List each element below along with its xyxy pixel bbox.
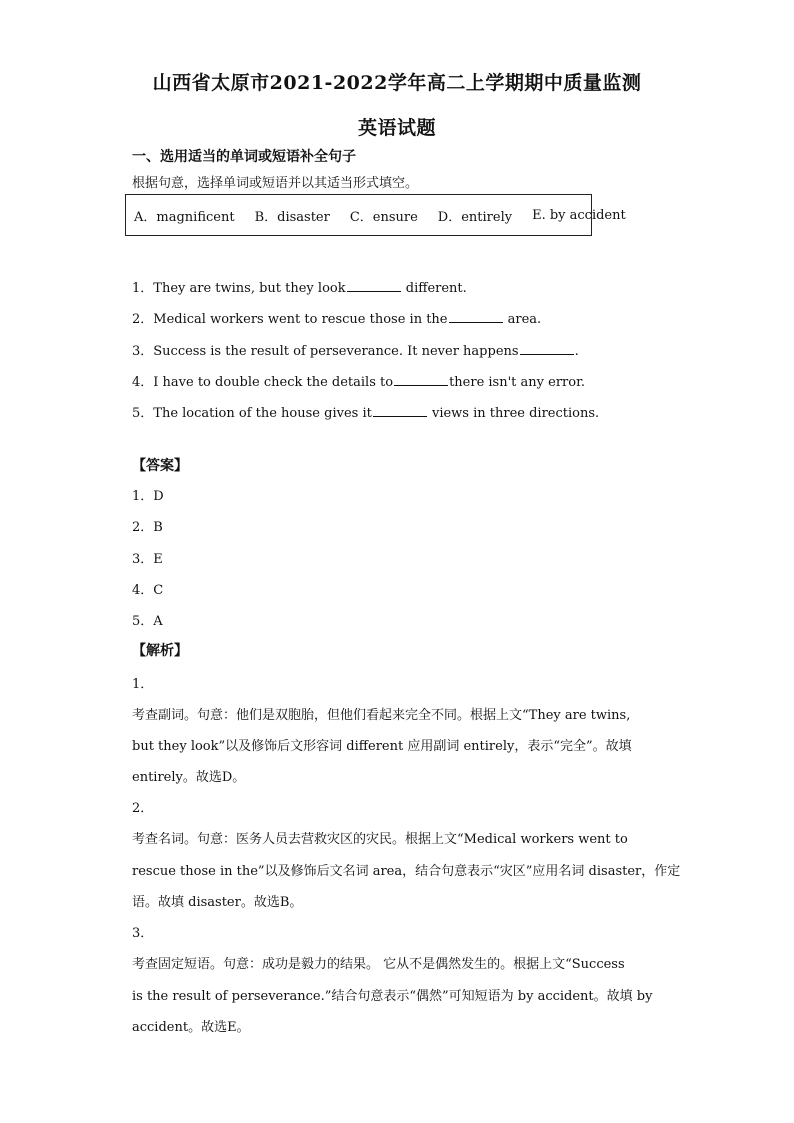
answer-item: 2．B <box>132 520 163 535</box>
option-e: E. by accident <box>532 207 626 223</box>
question-text: . <box>574 344 579 359</box>
question-1 <box>132 277 467 296</box>
option-c: C．ensure <box>349 209 418 225</box>
analysis-line: 考查副词。句意：他们是双胞胎，但他们看起来完全不同。根据上文“They are twins, <box>132 708 631 723</box>
answer-blank <box>373 415 427 417</box>
analysis-line: accident。故选E。 <box>132 1020 250 1035</box>
analysis-line: 考查固定短语。句意：成功是毅力的结果。 它从不是偶然发生的。根据上文“Success <box>132 957 625 972</box>
section-instruction: 根据句意，选择单词或短语并以其适当形式填空。 <box>132 176 419 191</box>
answer-blank <box>394 384 448 386</box>
option-d: D．entirely <box>437 209 513 225</box>
analysis-line: 1． <box>132 677 154 692</box>
question-text: 1．They are twins, but they look <box>132 281 346 296</box>
analysis-label: 【解析】 <box>132 643 188 659</box>
analysis-line: rescue those in the”以及修饰后文名词 area，结合句意表示“灾区”应用名词 disaster，作定 <box>132 864 681 879</box>
document-title: 山西省太原市2021-2022学年高二上学期期中质量监测 <box>152 72 642 94</box>
answer-item: 3．E <box>132 552 163 567</box>
analysis-line: is the result of perseverance.”结合句意表示“偶然”可知短语为 by accident。故填 by <box>132 989 653 1004</box>
analysis-line: entirely。故选D。 <box>132 770 246 785</box>
answer-item: 5．A <box>132 614 163 629</box>
question-text: 3．Success is the result of perseverance. It never happens <box>132 344 519 359</box>
analysis-line: 2． <box>132 801 154 816</box>
analysis-line: 语。故填 disaster。故选B。 <box>132 895 303 910</box>
option-a: A．magnificent <box>134 209 235 225</box>
answer-blank <box>347 290 401 292</box>
question-text: there isn't any error. <box>449 375 585 390</box>
question-text: 5．The location of the house gives it <box>132 406 372 421</box>
answers-label: 【答案】 <box>132 458 188 474</box>
question-text: 4．I have to double check the details to <box>132 375 394 390</box>
question-text: different. <box>401 281 467 296</box>
question-2 <box>132 308 541 327</box>
answer-item: 4．C <box>132 583 164 598</box>
document-subtitle: 英语试题 <box>357 117 436 139</box>
analysis-line: 3． <box>132 926 154 941</box>
question-text: area. <box>503 312 542 327</box>
question-text: views in three directions. <box>427 406 600 421</box>
analysis-line: but they look”以及修饰后文形容词 different 应用副词 entirely，表示“完全”。故填 <box>132 739 632 754</box>
analysis-line: 考查名词。句意：医务人员去营救灾区的灾民。根据上文“Medical workers went to <box>132 832 628 847</box>
option-b: B．disaster <box>254 209 330 225</box>
word-options-box <box>125 194 626 236</box>
answer-item: 1．D <box>132 489 164 504</box>
answer-blank <box>449 321 503 323</box>
section-heading: 一、选用适当的单词或短语补全句子 <box>132 149 356 165</box>
question-4 <box>132 371 585 390</box>
question-3 <box>132 340 579 359</box>
question-5 <box>132 402 599 421</box>
question-text: 2．Medical workers went to rescue those in the <box>132 312 448 327</box>
answer-blank <box>520 353 574 355</box>
